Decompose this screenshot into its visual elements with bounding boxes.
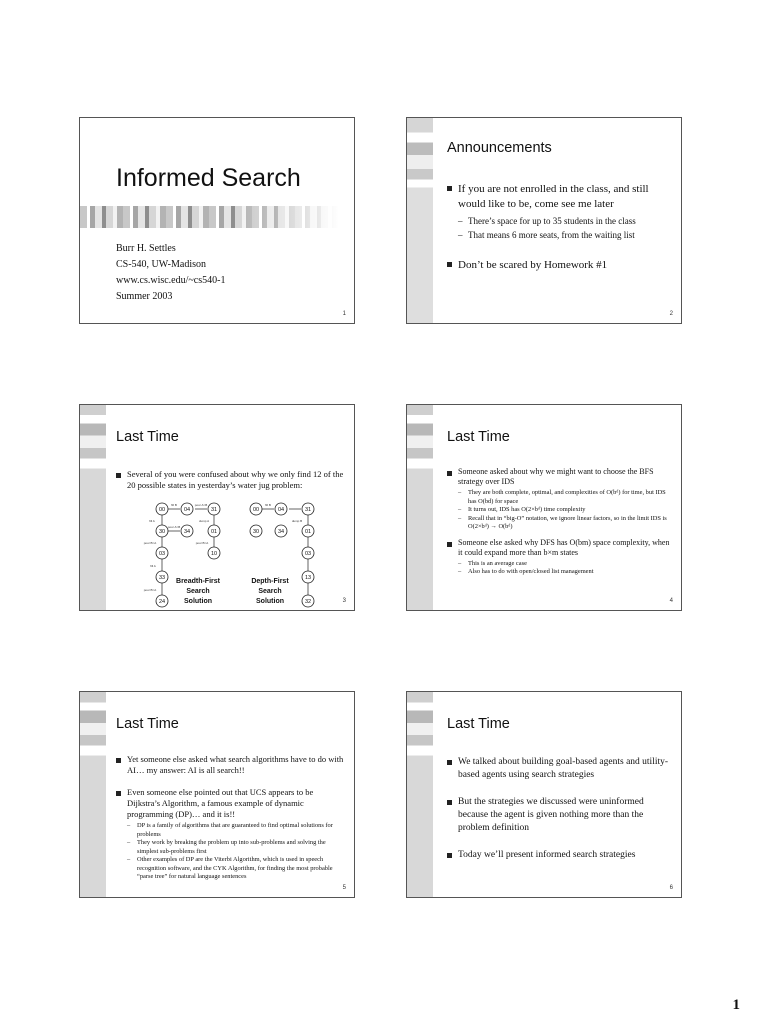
slide-3 (79, 404, 355, 611)
page-number: 1 (732, 997, 740, 1013)
slide-2 (406, 117, 682, 324)
course-url: www.cs.wisc.edu/~cs540-1 (116, 275, 226, 286)
dfs-caption: Search (258, 588, 282, 595)
sub-bullet: – That means 6 more seats, from the waiting list (458, 228, 671, 242)
side-band (80, 692, 106, 897)
dfs-node-label: 31 (304, 507, 312, 513)
edge-label: pour A>B (167, 525, 181, 529)
side-band (407, 692, 433, 897)
slide-number: 1 (342, 311, 346, 317)
sub-bullet: – It turns out, IDS has O(2×bᵈ) time complexity (458, 506, 671, 515)
slide-6 (406, 691, 682, 898)
sub-bullet: – Also has to do with open/closed list management (458, 568, 671, 577)
bfs-node-label: 04 (183, 507, 191, 513)
bfs-node-label: 10 (210, 551, 218, 557)
edge-label: pour A>B (194, 503, 208, 507)
bullet: Even someone else pointed out that UCS appears to be Dijkstra’s Algorithm, a famous example of dynamic programming (DP)… and it is!! – DP is a family of algorithms that are guaranteed to find optimal solutions for problems – They work by breaking the problem up into sub-problems and solving the simplest sub-problems first – Other examples of DP are the Viterbi Algorithm, which is used in speech recognition software, and the CYK Algorithm, for finding the most probable “parse tree” for natural language sentences (116, 787, 344, 882)
dfs-node-label: 01 (304, 529, 312, 535)
slide-1-details (116, 241, 225, 305)
edge-label: dump B (291, 519, 303, 523)
sub-bullet: – This is an average case (458, 560, 671, 569)
bullet: Someone asked about why we might want to choose the BFS strategy over IDS – They are both complete, optimal, and complexities of O(bᵈ) for time, but IDS has O(bd) for space – It turns out, IDS has O(2×bᵈ) time complexity – Recall that in “big-O” notation, we ignore linear factors, so in the limit IDS is O(2×bᵈ) → O(bᵈ) (447, 467, 671, 532)
bfs-node-label: 01 (210, 529, 218, 535)
edge-label: pour B>A (143, 588, 157, 592)
bfs-node-label: 33 (158, 575, 166, 581)
bfs-node-label: 31 (210, 507, 218, 513)
slide-6-title: Last Time (447, 716, 510, 732)
dfs-node-label: 34 (277, 529, 285, 535)
dfs-caption: Depth-First (251, 578, 289, 585)
bfs-node-label: 03 (158, 551, 166, 557)
slide-3-title: Last Time (116, 429, 179, 445)
slide-1-title: Informed Search (116, 164, 301, 192)
slide-4 (406, 404, 682, 611)
edge-label: fill A (149, 519, 155, 523)
bfs-caption: Breadth-First (176, 578, 220, 585)
side-band (407, 118, 433, 323)
slide-4-title: Last Time (447, 429, 510, 445)
bfs-caption: Solution (184, 598, 212, 605)
sub-bullet: – They work by breaking the problem up into sub-problems and solving the simplest sub-problems first (127, 839, 344, 856)
dfs-caption: Solution (256, 598, 284, 605)
edge-label: dump A (198, 519, 210, 523)
slide-2-title: Announcements (447, 140, 552, 156)
water-jug-search-diagram (80, 405, 355, 611)
edge-label: fill A (150, 564, 156, 568)
side-band (407, 405, 433, 610)
slide-5-title: Last Time (116, 716, 179, 732)
sub-bullet: – Other examples of DP are the Viterbi Algorithm, which is used in speech recognition software, and the CYK Algorithm, for finding the most probable “parse tree” for natural language sentences (127, 856, 344, 882)
dfs-node-label: 32 (304, 599, 312, 605)
sub-bullet: – They are both complete, optimal, and complexities of O(bᵈ) for time, but IDS has O(bd) for space (458, 489, 671, 506)
edge-label: fill B (171, 503, 177, 507)
course: CS-540, UW-Madison (116, 259, 206, 270)
slide-number: 6 (669, 885, 673, 891)
dfs-node-label: 04 (277, 507, 285, 513)
bullet: Don’t be scared by Homework #1 (447, 258, 671, 273)
term: Summer 2003 (116, 291, 173, 302)
dfs-node-label: 00 (252, 507, 260, 513)
bfs-node-label: 00 (158, 507, 166, 513)
sub-bullet: – There’s space for up to 35 students in the class (458, 214, 671, 228)
dfs-node-label: 03 (304, 551, 312, 557)
bfs-node-label: 30 (158, 529, 166, 535)
bullet: Yet someone else asked what search algorithms have to do with AI… my answer: AI is all search!! (116, 754, 344, 776)
slide-number: 3 (342, 598, 346, 604)
slide-number: 5 (342, 885, 346, 891)
slide-1 (79, 117, 355, 324)
bullet: Today we’ll present informed search strategies (447, 849, 671, 862)
sub-bullet: – DP is a family of algorithms that are guaranteed to find optimal solutions for problems (127, 822, 344, 839)
bullet: We talked about building goal-based agents and utility-based agents using search strategies (447, 756, 671, 782)
bfs-node-label: 34 (183, 529, 191, 535)
bfs-caption: Search (186, 588, 210, 595)
author: Burr H. Settles (116, 243, 176, 254)
slide-number: 4 (669, 598, 673, 604)
dfs-node-label: 13 (304, 575, 312, 581)
edge-label: pour B>A (143, 541, 157, 545)
dfs-node-label: 30 (252, 529, 260, 535)
bullet: Someone else asked why DFS has O(bm) space complexity, when it could expand more than b×m states – This is an average case – Also has to do with open/closed list management (447, 538, 671, 577)
bfs-node-label: 24 (158, 599, 166, 605)
slide-5 (79, 691, 355, 898)
bullet: Several of you were confused about why we only find 12 of the 20 possible states in yesterday’s water jug problem: (116, 469, 344, 491)
bullet: But the strategies we discussed were uninformed because the agent is given nothing more than the problem definition (447, 796, 671, 835)
edge-label: fill B (265, 503, 271, 507)
slide-number: 2 (669, 311, 673, 317)
sub-bullet: – Recall that in “big-O” notation, we ignore linear factors, so in the limit IDS is O(2×bᵈ) → O(bᵈ) (458, 515, 671, 532)
edge-label: pour B>A (195, 541, 209, 545)
bullet: If you are not enrolled in the class, and still would like to be, come see me later – There’s space for up to 35 students in the class – That means 6 more seats, from the waiting list (447, 182, 671, 242)
